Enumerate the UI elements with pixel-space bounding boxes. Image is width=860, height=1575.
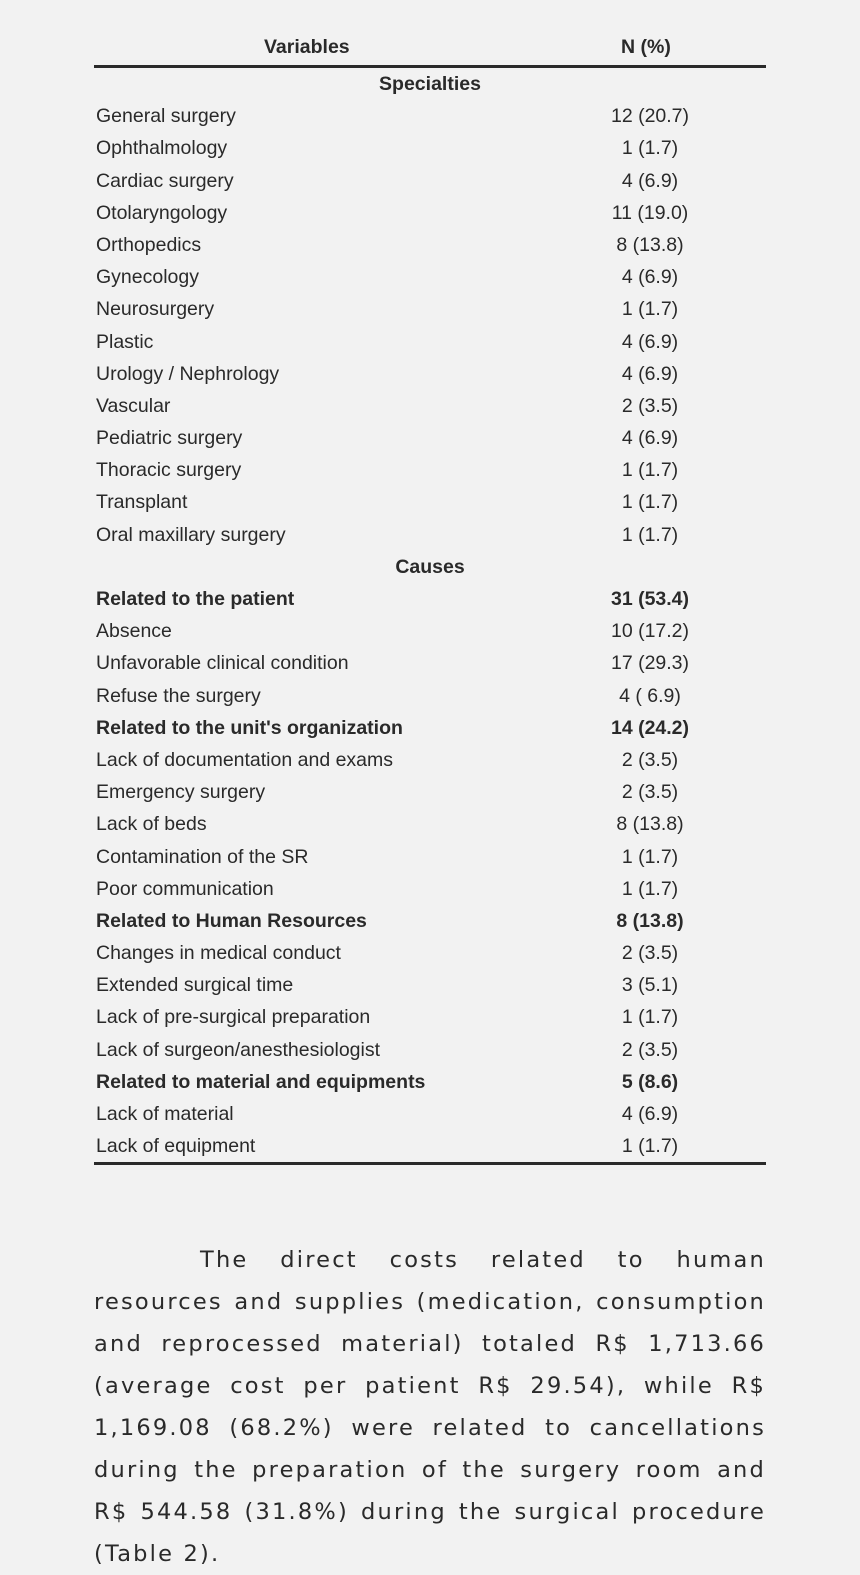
row-label: Poor communication xyxy=(96,877,274,900)
table-row xyxy=(94,873,766,905)
row-value: 31 (53.4) xyxy=(610,588,690,610)
row-label: Pediatric surgery xyxy=(96,427,243,450)
row-label: Lack of pre-surgical preparation xyxy=(96,1006,371,1029)
row-label: Absence xyxy=(96,620,172,643)
row-value: 4 (6.9) xyxy=(621,427,679,450)
row-label: Related to material and equipments xyxy=(96,1070,426,1093)
row-label: Lack of material xyxy=(96,1103,234,1125)
table-row xyxy=(94,326,766,358)
row-label: General surgery xyxy=(96,105,236,128)
row-label: Contamination of the SR xyxy=(96,845,309,868)
row-label: Gynecology xyxy=(96,266,199,289)
table-row xyxy=(94,358,766,390)
table-row xyxy=(94,1001,766,1033)
row-label: Emergency surgery xyxy=(96,781,266,804)
results-table xyxy=(94,33,766,1165)
row-label: Lack of equipment xyxy=(96,1135,256,1158)
row-value: 8 (13.8) xyxy=(616,813,684,836)
row-label: Related to the unit's organization xyxy=(96,716,403,739)
row-value: 2 (3.5) xyxy=(621,748,679,771)
table-bottom-rule xyxy=(94,1162,766,1165)
row-value: 1 (1.7) xyxy=(621,459,679,482)
row-value: 8 (13.8) xyxy=(616,233,684,256)
row-value: 11 (19.0) xyxy=(611,201,689,224)
table-row xyxy=(94,229,766,261)
table-row xyxy=(94,100,766,132)
row-label: Lack of documentation and exams xyxy=(96,748,394,771)
section-title: Causes xyxy=(395,555,465,578)
row-value: 4 (6.9) xyxy=(621,169,679,192)
row-value: 2 (3.5) xyxy=(621,942,679,965)
table-row xyxy=(94,390,766,422)
table-row xyxy=(94,808,766,840)
table-row xyxy=(94,1034,766,1066)
table-row xyxy=(94,1130,766,1162)
row-value: 1 (1.7) xyxy=(621,1135,679,1158)
table-row xyxy=(94,132,766,164)
row-label: Unfavorable clinical condition xyxy=(96,652,349,675)
table-row xyxy=(94,841,766,873)
row-value: 2 (3.5) xyxy=(621,1038,679,1061)
row-label: Related to the patient xyxy=(96,588,295,610)
row-value: 5 (8.6) xyxy=(621,1070,679,1093)
row-value: 4 ( 6.9) xyxy=(619,684,681,707)
row-label: Otolaryngology xyxy=(96,201,228,224)
row-label: Refuse the surgery xyxy=(96,684,261,707)
row-value: 2 (3.5) xyxy=(621,781,679,804)
row-value: 2 (3.5) xyxy=(621,394,679,417)
table-body xyxy=(94,68,766,1162)
row-label: Cardiac surgery xyxy=(96,169,234,192)
row-value: 8 (13.8) xyxy=(616,909,684,932)
category-row xyxy=(94,905,766,937)
row-label: Neurosurgery xyxy=(96,298,215,321)
table-row xyxy=(94,647,766,679)
row-value: 12 (20.7) xyxy=(610,105,690,128)
category-row xyxy=(94,583,766,615)
table-row xyxy=(94,519,766,551)
body-paragraph: The direct costs related to human resources and supplies (medication, consumption and reprocessed material) totaled R$ 1,713.66 (average cost per patient R$ 29.54), while R$ 1,169.08 (68.2%) were related to cancellations during the preparation of the surgery room and R$ 544.58 (31.8%) during the surgical procedure (Table 2). xyxy=(94,1246,766,1567)
row-label: Thoracic surgery xyxy=(96,459,242,482)
table-row xyxy=(94,680,766,712)
row-value: 1 (1.7) xyxy=(621,298,679,321)
row-label: Urology / Nephrology xyxy=(96,362,280,385)
row-value: 4 (6.9) xyxy=(621,266,679,289)
row-value: 1 (1.7) xyxy=(621,137,679,160)
table-row xyxy=(94,1098,766,1130)
category-row xyxy=(94,1066,766,1098)
table-row xyxy=(94,969,766,1001)
table-row xyxy=(94,293,766,325)
row-value: 1 (1.7) xyxy=(621,491,679,514)
row-value: 1 (1.7) xyxy=(621,523,679,546)
row-label: Plastic xyxy=(96,330,154,353)
row-label: Lack of beds xyxy=(96,813,207,836)
row-label: Changes in medical conduct xyxy=(96,942,341,965)
row-label: Ophthalmology xyxy=(96,137,228,160)
row-value: 1 (1.7) xyxy=(621,877,679,900)
table-row xyxy=(94,261,766,293)
table-row xyxy=(94,422,766,454)
row-label: Lack of surgeon/anesthesiologist xyxy=(96,1038,381,1061)
table-row xyxy=(94,776,766,808)
table-row xyxy=(94,744,766,776)
table-row xyxy=(94,937,766,969)
table-row xyxy=(94,486,766,518)
table-row xyxy=(94,165,766,197)
row-value: 10 (17.2) xyxy=(610,620,690,643)
category-row xyxy=(94,712,766,744)
table-row xyxy=(94,615,766,647)
table-row xyxy=(94,197,766,229)
row-value: 4 (6.9) xyxy=(621,330,679,353)
row-label: Oral maxillary surgery xyxy=(96,523,286,546)
row-value: 4 (6.9) xyxy=(621,362,679,385)
header-n-percent: N (%) xyxy=(621,36,671,58)
table-header xyxy=(94,33,766,68)
section-title: Specialties xyxy=(379,73,481,95)
row-value: 1 (1.7) xyxy=(621,845,679,868)
row-value: 3 (5.1) xyxy=(621,974,679,997)
row-label: Extended surgical time xyxy=(96,974,294,997)
row-value: 14 (24.2) xyxy=(610,716,690,739)
row-value: 4 (6.9) xyxy=(621,1103,679,1125)
table-row xyxy=(94,454,766,486)
row-label: Orthopedics xyxy=(96,233,202,256)
row-label: Transplant xyxy=(96,491,188,514)
row-label: Related to Human Resources xyxy=(96,909,367,932)
row-value: 1 (1.7) xyxy=(621,1006,679,1029)
row-label: Vascular xyxy=(96,394,171,417)
row-value: 17 (29.3) xyxy=(610,652,690,675)
header-variables: Variables xyxy=(264,36,350,58)
